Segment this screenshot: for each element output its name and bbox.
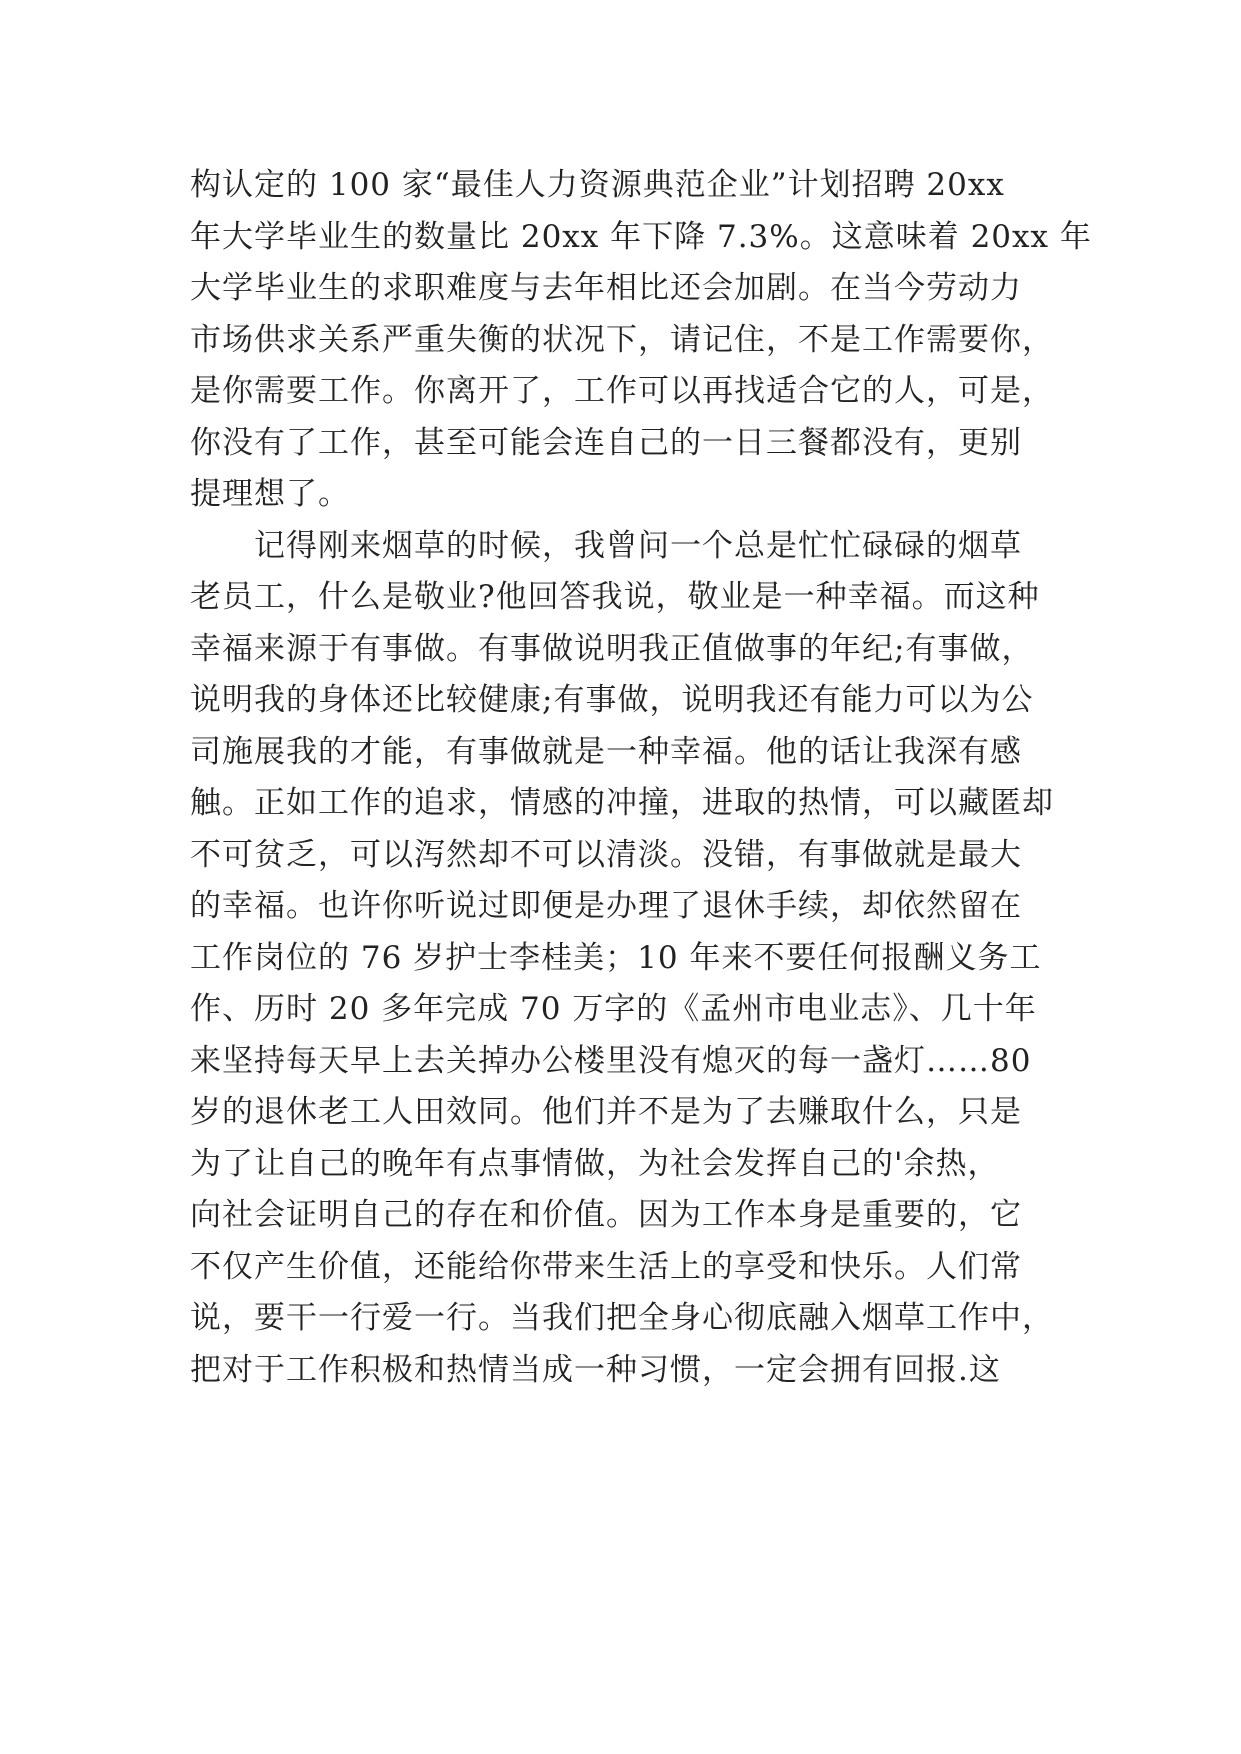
text-line: 岁的退休老工人田效同。他们并不是为了去赚取什么，只是 [190,1094,1022,1130]
text-line: 年大学毕业生的数量比 20xx 年下降 7.3%。这意味着 20xx 年 [190,218,1092,255]
text-line: 幸福来源于有事做。有事做说明我正值做事的年纪;有事做， [190,630,1034,667]
paragraph-first-line: 记得刚来烟草的时候，我曾问一个总是忙忙碌碌的烟草 [254,527,1022,564]
text-line: 把对于工作积极和热情当成一种习惯，一定会拥有回报.这 [190,1351,1001,1388]
text-line: 工作岗位的 76 岁护士李桂美；10 年来不要任何报酬义务工 [190,939,1042,976]
text-line: 来坚持每天早上去关掉办公楼里没有熄灭的每一盏灯……80 [190,1042,1032,1079]
text-line: 大学毕业生的求职难度与去年相比还会加剧。在当今劳动力 [190,270,1022,306]
text-line: 是你需要工作。你离开了，工作可以再找适合它的人，可是， [190,373,1054,409]
text-line: 你没有了工作，甚至可能会连自己的一日三餐都没有，更别 [190,424,1022,461]
text-line: 构认定的 100 家“最佳人力资源典范企业”计划招聘 20xx [190,167,1005,203]
text-line: 老员工，什么是敬业?他回答我说，敬业是一种幸福。而这种 [190,579,1040,615]
text-line: 向社会证明自己的存在和价值。因为工作本身是重要的，它 [190,1197,1022,1233]
text-line: 不可贫乏，可以泻然却不可以清淡。没错，有事做就是最大 [190,836,1022,873]
text-line: 说明我的身体还比较健康;有事做，说明我还有能力可以为公 [190,682,1034,718]
text-line: 触。正如工作的追求，情感的冲撞，进取的热情，可以藏匿却 [190,785,1054,821]
text-line: 的幸福。也许你听说过即便是办理了退休手续，却依然留在 [190,888,1022,924]
text-line: 说，要干一行爱一行。当我们把全身心彻底融入烟草工作中， [190,1300,1054,1336]
text-line: 提理想了。 [190,476,350,512]
text-line: 市场供求关系严重失衡的状况下，请记住，不是工作需要你， [190,321,1054,358]
text-line: 不仅产生价值，还能给你带来生活上的享受和快乐。人们常 [190,1248,1022,1285]
text-line: 司施展我的才能，有事做就是一种幸福。他的话让我深有感 [190,733,1022,770]
text-line: 作、历时 20 多年完成 70 万字的《孟州市电业志》、几十年 [190,991,1037,1027]
body-text [190,160,1092,1396]
text-line: 为了让自己的晚年有点事情做，为社会发挥自己的'余热， [190,1145,1000,1182]
